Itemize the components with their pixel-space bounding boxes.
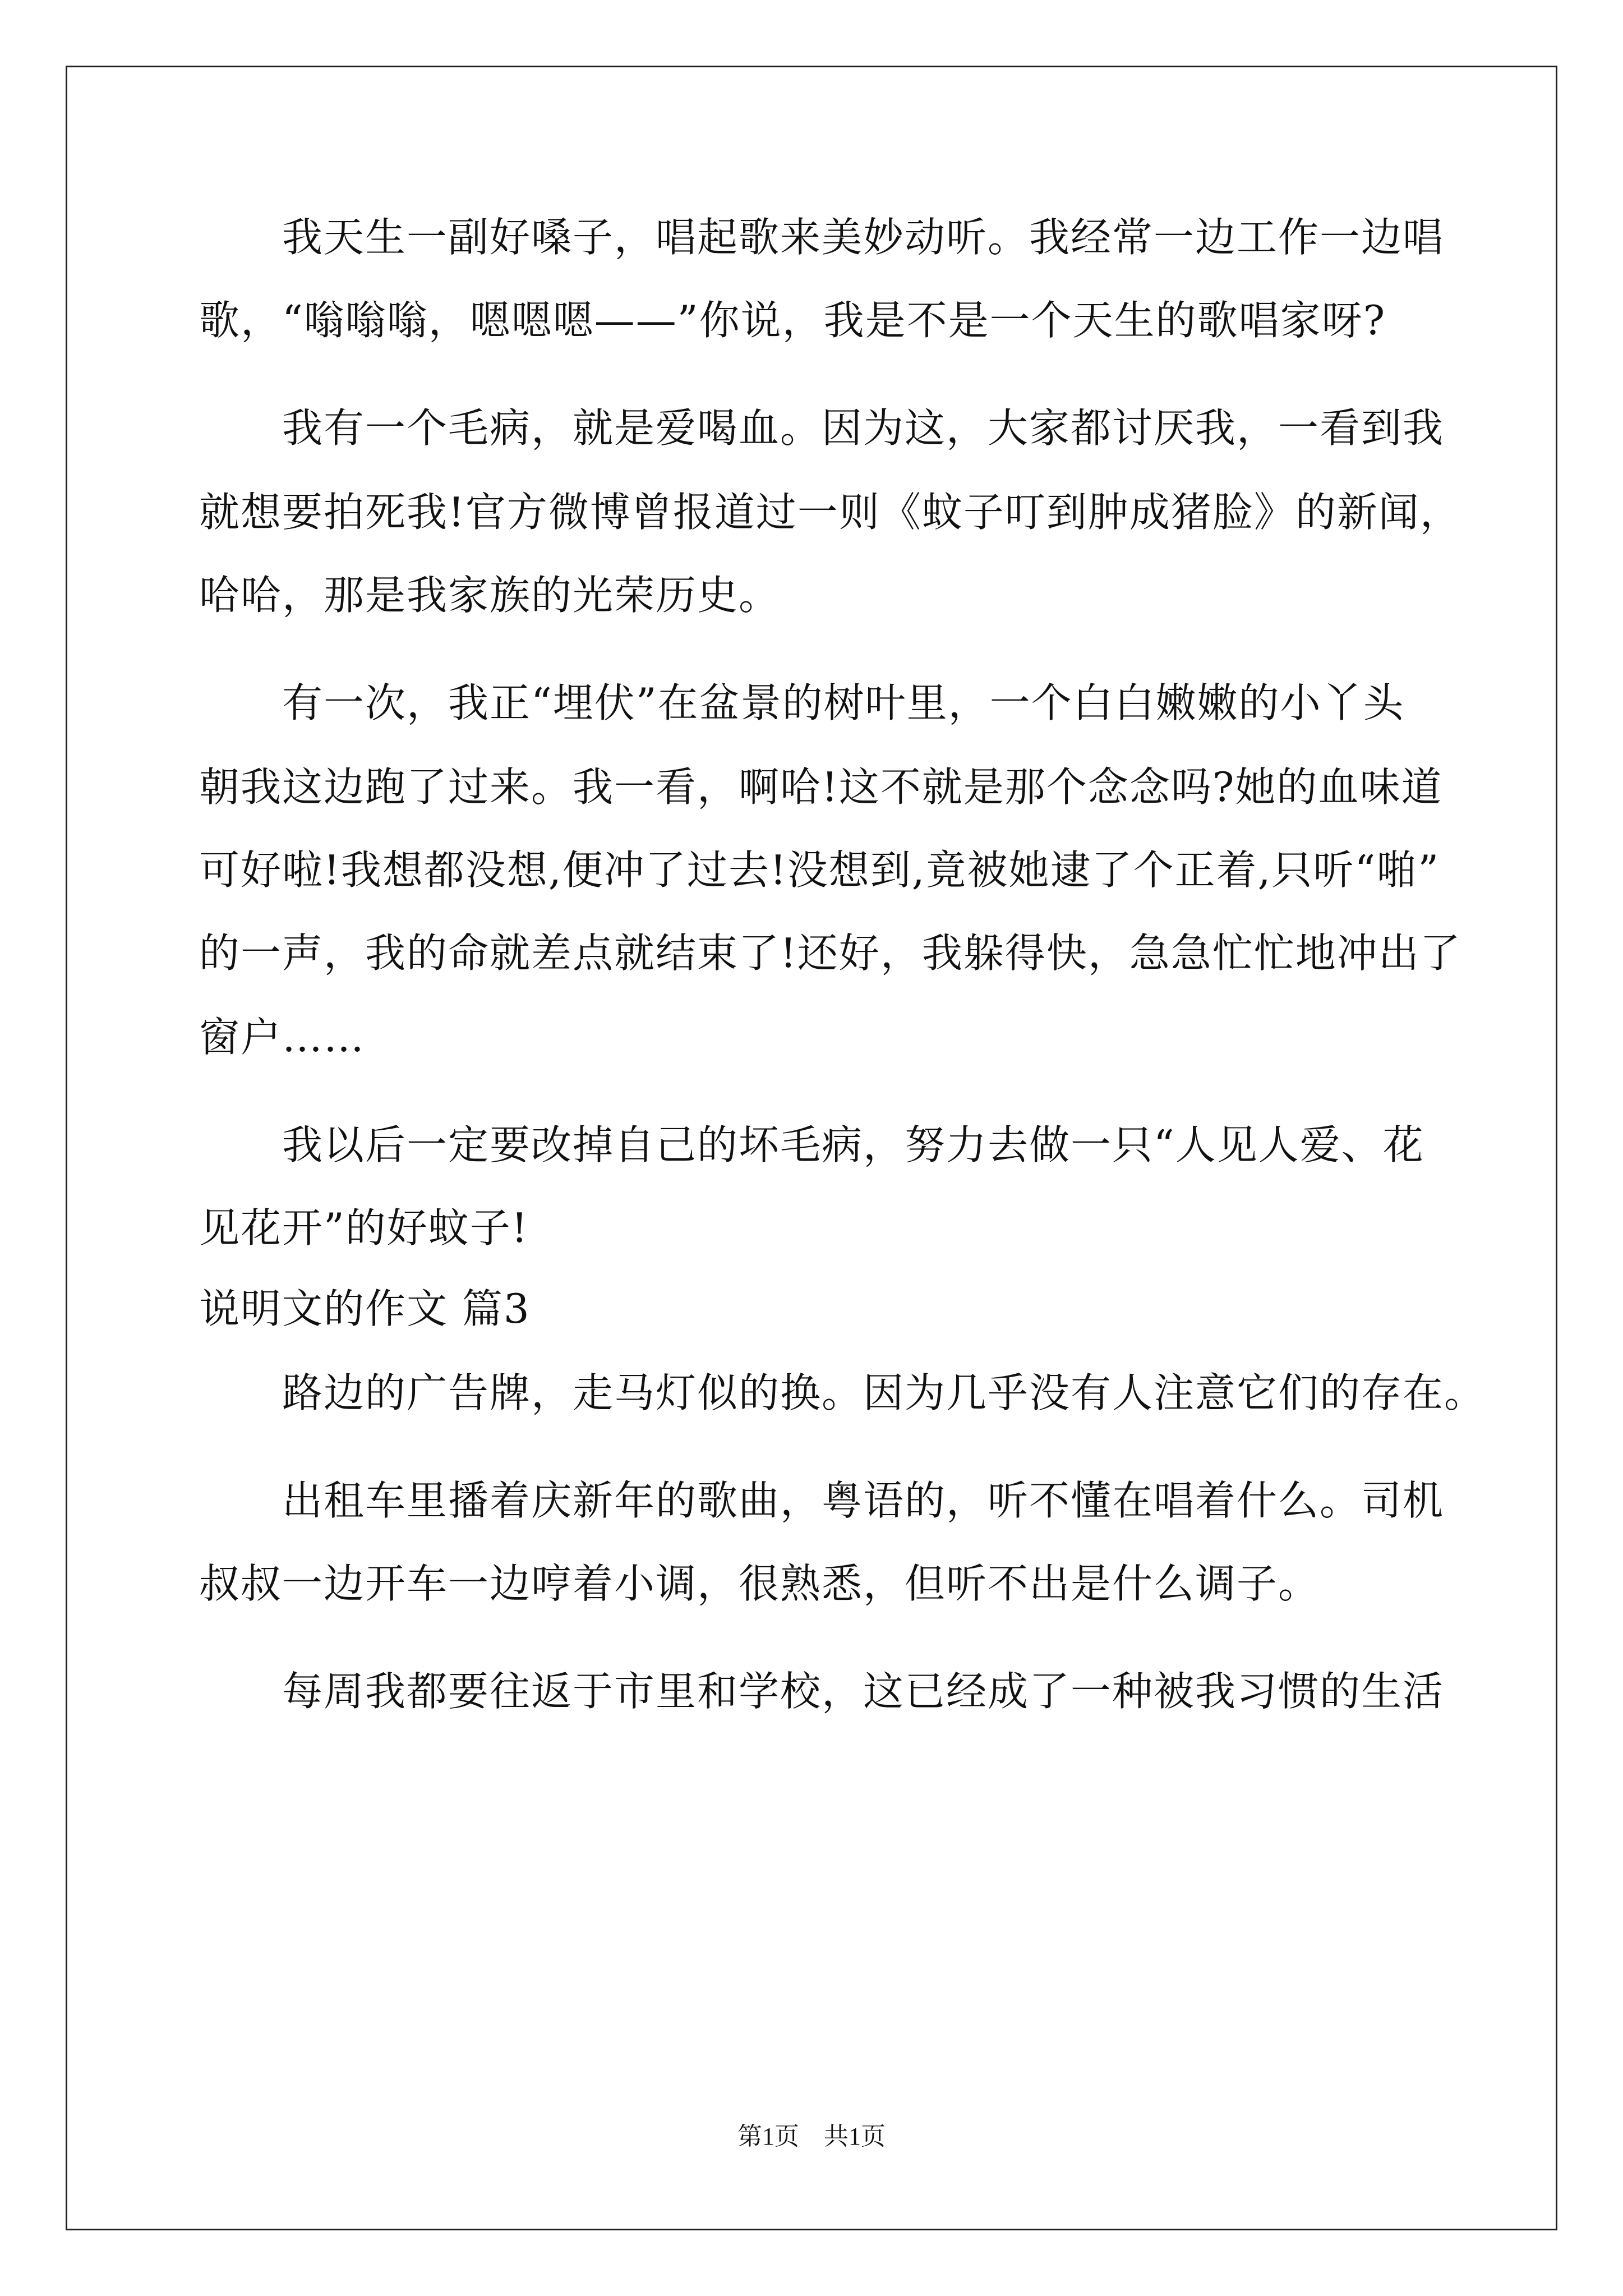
paragraph-line: 歌，“嗡嗡嗡，嗯嗯嗯——”你说，我是不是一个天生的歌唱家呀?	[199, 297, 1386, 344]
paragraph-line: 路边的广告牌，走马灯似的换。因为几乎没有人注意它们的存在。	[282, 1369, 1486, 1416]
paragraph-line: 的一声，我的命就差点就结束了!还好，我躲得快，急急忙忙地冲出了	[199, 930, 1461, 977]
paragraph-line: 哈哈，那是我家族的光荣历史。	[199, 572, 781, 619]
paragraph-line: 见花开”的好蚊子!	[199, 1204, 529, 1251]
paragraph-line: 我以后一定要改掉自己的坏毛病，努力去做一只“人见人爱、花	[282, 1121, 1424, 1168]
paragraph-line: 我天生一副好嗓子，唱起歌来美妙动听。我经常一边工作一边唱	[282, 214, 1445, 261]
paragraph-line: 每周我都要往返于市里和学校，这已经成了一种被我习惯的生活	[282, 1668, 1445, 1715]
paragraph-line: 窗户……	[199, 1014, 366, 1061]
paragraph-line: 可好啦!我想都没想,便冲了过去!没想到,竟被她逮了个正着,只听“啪”	[199, 846, 1440, 894]
paragraph-line: 我有一个毛病，就是爱喝血。因为这，大家都讨厌我，一看到我	[282, 404, 1445, 452]
section-heading: 说明文的作文 篇3	[199, 1285, 531, 1332]
paragraph-line: 就想要拍死我!官方微博曾报道过一则《蚊子叮到肿成猪脸》的新闻，	[199, 489, 1461, 536]
paragraph-line: 出租车里播着庆新年的歌曲，粤语的，听不懂在唱着什么。司机	[282, 1477, 1445, 1524]
paragraph-line: 叔叔一边开车一边哼着小调，很熟悉，但听不出是什么调子。	[199, 1560, 1320, 1607]
paragraph-line: 有一次，我正“埋伏”在盆景的树叶里，一个白白嫩嫩的小丫头	[282, 679, 1405, 726]
page-footer: 第1页 共1页	[737, 2123, 886, 2150]
paragraph-line: 朝我这边跑了过来。我一看，啊哈!这不就是那个念念吗?她的血味道	[199, 763, 1443, 811]
